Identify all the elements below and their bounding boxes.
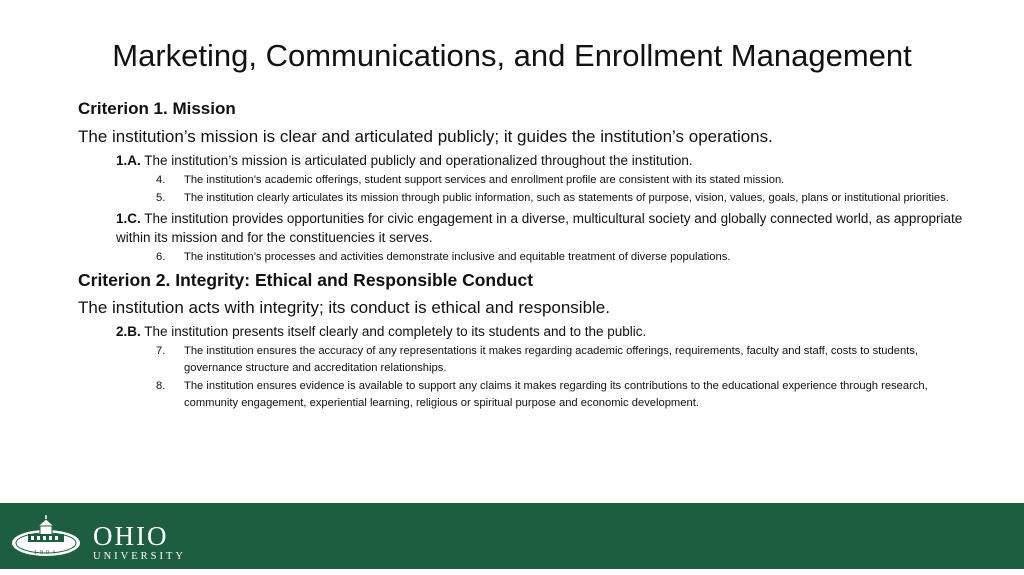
item-number: 5. [156, 192, 166, 204]
logo-sub-text: UNIVERSITY [93, 551, 186, 562]
criterion-2 [78, 269, 978, 412]
item-text: The institution ensures evidence is available to support any claims it makes regarding its contributions to the educational experience through research, community engagement, experiential learning, religious or spiritual purpose and economic development. [184, 380, 928, 409]
criterion-1 [78, 98, 978, 266]
footer-bar [0, 503, 1024, 569]
criterion-description: The institution acts with integrity; its conduct is ethical and responsible. [78, 298, 610, 317]
criterion-heading: Criterion 1. Mission [78, 99, 236, 118]
seal-year: 1804 [34, 550, 58, 556]
subcriterion-label: 1.A. [116, 153, 141, 168]
criterion-heading: Criterion 2. Integrity: Ethical and Responsible Conduct [78, 270, 534, 290]
university-logo [93, 523, 186, 564]
item-number: 6. [156, 251, 166, 263]
list-item [156, 172, 978, 189]
list-item [156, 378, 978, 412]
subcriterion-1a [116, 151, 978, 170]
logo-main-text: OHIO [93, 521, 169, 551]
slide-title: Marketing, Communications, and Enrollment Management [112, 38, 912, 73]
subcriterion-label: 2.B. [116, 324, 141, 339]
list-item [156, 249, 978, 266]
list-item [156, 343, 978, 377]
subcriterion-text: The institution presents itself clearly and completely to its students and to the public. [140, 324, 647, 339]
item-number: 8. [156, 380, 166, 392]
criteria-content [78, 98, 978, 413]
subcriterion-text: The institution’s mission is articulated publicly and operationalized throughout the institution. [140, 153, 693, 168]
subcriterion-2b [116, 322, 978, 341]
item-text: The institution clearly articulates its mission through public information, such as statements of purpose, vision, values, goals, plans or institutional priorities. [184, 192, 949, 204]
item-text: The institution’s processes and activities demonstrate inclusive and equitable treatment of diverse populations. [184, 251, 731, 263]
item-number: 4. [156, 174, 166, 186]
criterion-description: The institution’s mission is clear and articulated publicly; it guides the institution’s operations. [78, 127, 773, 146]
subcriterion-1c [116, 209, 978, 247]
item-text: The institution’s academic offerings, student support services and enrollment profile are consistent with its stated mission. [184, 174, 785, 186]
university-seal-icon [10, 515, 82, 564]
subcriterion-label: 1.C. [116, 211, 141, 226]
list-item [156, 190, 978, 207]
item-text: The institution ensures the accuracy of any representations it makes regarding academic offerings, requirements, faculty and staff, costs to students, governance structure and accreditation relationships. [184, 345, 918, 374]
item-number: 7. [156, 345, 166, 357]
subcriterion-text: The institution provides opportunities for civic engagement in a diverse, multicultural society and globally connected world, as appropriate within its mission and for the constituencies it serves. [116, 211, 963, 245]
